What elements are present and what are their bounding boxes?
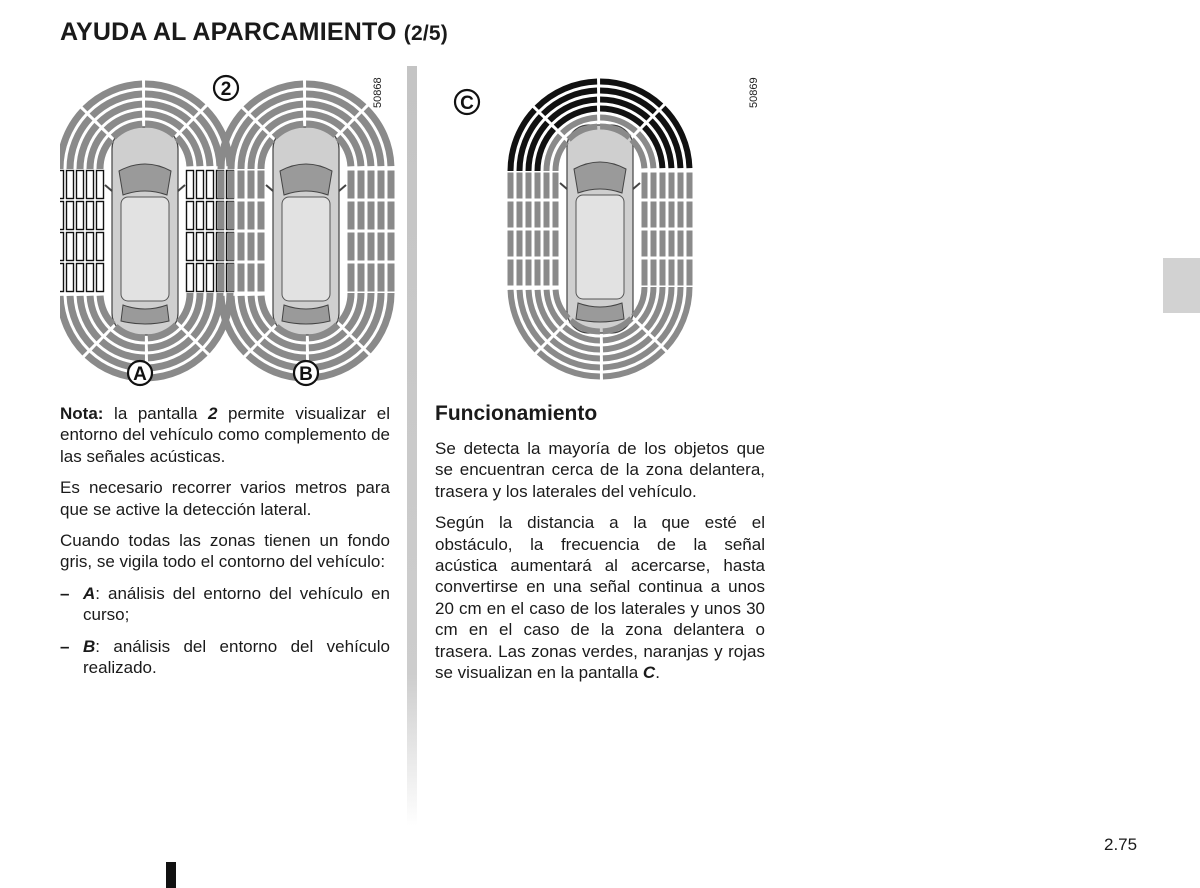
side-zone-right — [358, 264, 365, 292]
side-zone-right — [687, 260, 693, 286]
vehicle-b-icon — [266, 127, 346, 335]
side-zone-left — [77, 202, 84, 230]
marker-c-label: C — [460, 93, 474, 114]
frequency-end: . — [655, 663, 660, 683]
side-zone-right — [378, 202, 385, 230]
side-zone-left — [258, 233, 265, 261]
side-zone-left — [218, 264, 225, 292]
side-zone-right — [388, 233, 395, 261]
side-zone-left — [67, 264, 74, 292]
figure-parking-display-c — [436, 66, 766, 396]
side-zone-right — [642, 173, 648, 199]
list-item-a — [60, 583, 390, 626]
gray-zones-paragraph: Cuando todas las zonas tienen un fondo gris, se vigila todo el contorno del vehículo: — [60, 531, 390, 572]
page-title — [60, 18, 448, 47]
side-zone-left — [60, 171, 64, 199]
side-zone-left — [218, 233, 225, 261]
side-zone-left — [77, 264, 84, 292]
list-item-b — [60, 636, 390, 679]
side-zone-right — [660, 260, 666, 286]
side-zone-right — [678, 231, 684, 257]
figure-code-right: 50869 — [748, 77, 760, 108]
side-zone-right — [187, 233, 194, 261]
side-zone-right — [348, 171, 355, 199]
side-zone-right — [378, 233, 385, 261]
side-zone-left — [238, 202, 245, 230]
side-zone-right — [678, 173, 684, 199]
chapter-tab — [1163, 258, 1200, 313]
car-roof — [282, 197, 330, 301]
side-zone-left — [248, 233, 255, 261]
side-zone-left — [218, 202, 225, 230]
side-zone-right — [388, 171, 395, 199]
side-zone-right — [669, 260, 675, 286]
car-mirror — [633, 183, 640, 189]
figure-parking-display-ab — [60, 66, 400, 396]
car-windshield — [280, 164, 332, 195]
side-zone-left — [77, 233, 84, 261]
side-zone-left — [87, 233, 94, 261]
side-zone-left — [535, 231, 541, 257]
marker-2-label: 2 — [220, 79, 232, 100]
left-column — [60, 403, 390, 688]
side-zone-right — [348, 233, 355, 261]
detection-paragraph: Se detecta la mayoría de los objetos que se encuentran cerca de la zona delantera, trasera y los laterales del vehículo. — [435, 439, 765, 501]
side-zone-right — [660, 202, 666, 228]
side-zone-left — [60, 264, 64, 292]
parking-display-ab-graphic — [60, 66, 400, 396]
side-zone-left — [248, 264, 255, 292]
car-roof — [576, 195, 624, 299]
side-zone-right — [368, 202, 375, 230]
side-zone-left — [544, 202, 550, 228]
side-zone-right — [207, 233, 214, 261]
side-zone-left — [535, 173, 541, 199]
side-zone-left — [526, 231, 532, 257]
side-zone-right — [197, 233, 204, 261]
list-key-b: B — [83, 636, 96, 656]
note-paragraph — [60, 403, 390, 467]
page-title-text: AYUDA AL APARCAMIENTO — [60, 18, 397, 46]
section-heading-funcionamiento: Funcionamiento — [435, 402, 598, 425]
side-zone-left — [248, 202, 255, 230]
car-mirror — [339, 185, 346, 191]
right-column — [435, 402, 765, 683]
side-zone-left — [508, 231, 514, 257]
side-zone-right — [207, 202, 214, 230]
side-zone-right — [678, 260, 684, 286]
side-zone-left — [97, 264, 104, 292]
side-zone-right — [687, 202, 693, 228]
side-zone-left — [238, 171, 245, 199]
vehicle-c-icon — [560, 125, 640, 333]
note-text-2: permite visualizar el entorno del vehículo como complemento de las señales acústicas. — [60, 404, 390, 466]
side-zone-left — [60, 233, 64, 261]
side-zone-left — [258, 171, 265, 199]
page-title-part: (2/5) — [403, 22, 448, 45]
side-zone-right — [642, 231, 648, 257]
corner-mark — [166, 862, 176, 888]
side-zone-left — [67, 233, 74, 261]
side-zone-left — [87, 202, 94, 230]
list-key-a: A — [83, 583, 96, 603]
side-zone-left — [535, 260, 541, 286]
side-zone-right — [378, 171, 385, 199]
list-dash: – — [60, 636, 70, 656]
side-zone-left — [228, 264, 235, 292]
side-zone-left — [526, 202, 532, 228]
side-zone-left — [553, 202, 559, 228]
list-text-b: : análisis del entorno del vehículo realizado. — [83, 636, 390, 678]
side-zone-left — [544, 173, 550, 199]
side-zone-right — [368, 171, 375, 199]
side-zone-left — [258, 264, 265, 292]
column-divider — [407, 66, 417, 826]
side-zone-left — [544, 260, 550, 286]
side-zone-left — [553, 173, 559, 199]
side-zone-right — [197, 171, 204, 199]
side-zone-left — [67, 202, 74, 230]
side-zone-left — [60, 202, 64, 230]
side-zone-right — [348, 202, 355, 230]
side-zone-left — [87, 264, 94, 292]
side-zone-left — [517, 231, 523, 257]
car-mirror — [266, 185, 273, 191]
side-zone-left — [508, 173, 514, 199]
side-zone-right — [678, 202, 684, 228]
side-zone-left — [508, 260, 514, 286]
side-zone-right — [197, 264, 204, 292]
side-zone-right — [187, 171, 194, 199]
note-text-1: la pantalla — [103, 404, 208, 423]
lateral-detection-paragraph: Es necesario recorrer varios metros para que se active la detección lateral. — [60, 478, 390, 519]
display-label-b — [294, 361, 318, 385]
frequency-paragraph — [435, 512, 765, 683]
side-zone-right — [368, 264, 375, 292]
side-zone-left — [535, 202, 541, 228]
side-zone-right — [687, 173, 693, 199]
side-zone-right — [358, 233, 365, 261]
side-zone-left — [97, 202, 104, 230]
side-zone-right — [651, 260, 657, 286]
car-roof — [121, 197, 169, 301]
side-zone-left — [228, 233, 235, 261]
side-zone-left — [97, 171, 104, 199]
frequency-ref: C — [642, 663, 656, 683]
parking-display-c-graphic — [436, 66, 766, 396]
display-label-a — [128, 361, 152, 385]
page-number: 2.75 — [1104, 835, 1138, 854]
note-ref: 2 — [208, 404, 218, 423]
side-zone-right — [642, 260, 648, 286]
car-windshield — [119, 164, 171, 195]
side-zone-right — [358, 202, 365, 230]
side-zone-right — [669, 231, 675, 257]
side-zone-right — [197, 202, 204, 230]
side-zone-right — [660, 173, 666, 199]
list-text-a: : análisis del entorno del vehículo en curso; — [83, 583, 390, 625]
vehicle-a-icon — [105, 127, 185, 335]
side-zone-right — [660, 231, 666, 257]
list-dash: – — [60, 583, 70, 603]
side-zone-right — [368, 233, 375, 261]
car-mirror — [178, 185, 185, 191]
car-mirror — [105, 185, 112, 191]
side-zone-left — [553, 260, 559, 286]
frequency-text: Según la distancia a la que esté el obstáculo, la frecuencia de la señal acústica aumentará al acercarse, hasta convertirse en una señal continua a unos 20 cm en el caso de los laterales y unos 30 cm en el caso de la zona delantera o trasera. Las zonas verdes, naranjas y rojas se visualizan en la pantalla — [435, 513, 765, 683]
side-zone-left — [508, 202, 514, 228]
car-windshield — [574, 162, 626, 193]
label-a: A — [133, 364, 147, 385]
side-zone-left — [228, 171, 235, 199]
side-zone-right — [651, 173, 657, 199]
side-zone-right — [388, 264, 395, 292]
side-zone-right — [378, 264, 385, 292]
figure-code-left: 50868 — [372, 77, 384, 108]
side-zone-left — [97, 233, 104, 261]
side-zone-right — [358, 171, 365, 199]
side-zone-left — [526, 173, 532, 199]
side-zone-right — [651, 231, 657, 257]
side-zone-left — [517, 260, 523, 286]
side-zone-left — [218, 171, 225, 199]
side-zone-left — [238, 264, 245, 292]
side-zone-left — [544, 231, 550, 257]
side-zone-right — [187, 202, 194, 230]
note-label: Nota: — [60, 404, 104, 423]
side-zone-right — [207, 264, 214, 292]
display-marker-c — [455, 90, 479, 114]
side-zone-right — [348, 264, 355, 292]
car-mirror — [560, 183, 567, 189]
side-zone-left — [248, 171, 255, 199]
side-zone-left — [553, 231, 559, 257]
side-zone-right — [388, 202, 395, 230]
side-zone-left — [77, 171, 84, 199]
side-zone-right — [651, 202, 657, 228]
side-zone-left — [87, 171, 94, 199]
side-zone-left — [517, 173, 523, 199]
side-zone-right — [187, 264, 194, 292]
side-zone-right — [642, 202, 648, 228]
side-zone-right — [207, 171, 214, 199]
label-b: B — [299, 364, 313, 385]
side-zone-right — [669, 173, 675, 199]
side-zone-left — [517, 202, 523, 228]
display-marker-2 — [214, 76, 238, 100]
side-zone-left — [67, 171, 74, 199]
side-zone-left — [228, 202, 235, 230]
side-zone-left — [258, 202, 265, 230]
side-zone-left — [526, 260, 532, 286]
side-zone-right — [669, 202, 675, 228]
side-zone-left — [238, 233, 245, 261]
side-zone-right — [687, 231, 693, 257]
